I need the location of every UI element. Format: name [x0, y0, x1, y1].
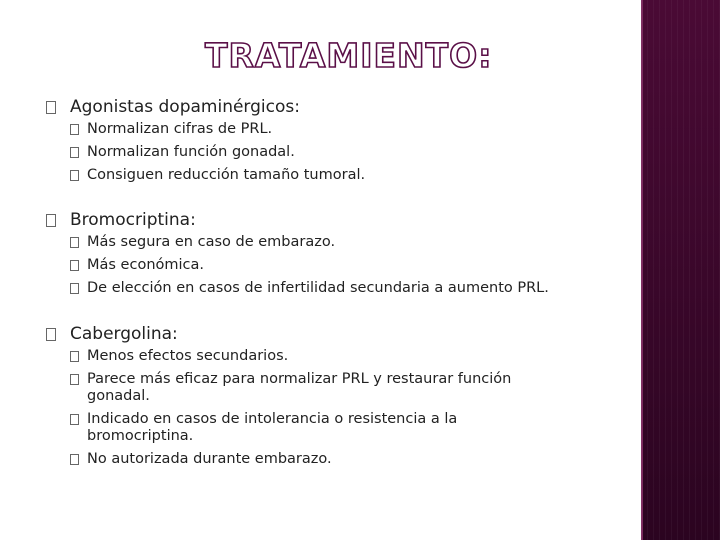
list-item — [70, 167, 616, 184]
sub-list — [70, 348, 566, 468]
square-bullet-icon — [46, 214, 56, 227]
sub-list — [70, 234, 616, 297]
list-item — [70, 144, 616, 161]
bullet-heading — [46, 322, 566, 346]
list-item-text: Menos efectos secundarios. — [87, 348, 289, 364]
section-agonistas — [46, 95, 616, 190]
list-item-text: Consiguen reducción tamaño tumoral. — [87, 167, 366, 183]
section-cabergolina — [46, 322, 566, 474]
square-bullet-icon — [70, 283, 79, 294]
square-bullet-icon — [70, 351, 79, 362]
square-bullet-icon — [70, 260, 79, 271]
list-item-text: Normalizan cifras de PRL. — [87, 121, 273, 137]
heading-text: Bromocriptina: — [70, 210, 196, 230]
list-item-text: Más económica. — [87, 257, 205, 273]
side-panel-texture — [641, 0, 720, 540]
bullet-heading — [46, 95, 616, 119]
heading-text: Agonistas dopaminérgicos: — [70, 97, 300, 117]
list-item-text: Indicado en casos de intolerancia o resistencia a la bromocriptina. — [87, 411, 458, 444]
list-item — [70, 257, 616, 274]
list-item-text: Parece más eficaz para normalizar PRL y restaurar función gonadal. — [87, 371, 512, 404]
decorative-side-panel — [641, 0, 720, 540]
list-item — [70, 234, 616, 251]
square-bullet-icon — [70, 147, 79, 158]
square-bullet-icon — [70, 124, 79, 135]
slide-title: TRATAMIENTO: — [205, 36, 493, 75]
list-item — [70, 451, 566, 468]
square-bullet-icon — [70, 237, 79, 248]
list-item — [70, 280, 616, 297]
section-bromocriptina — [46, 208, 616, 303]
square-bullet-icon — [70, 414, 79, 425]
square-bullet-icon — [70, 374, 79, 385]
square-bullet-icon — [46, 328, 56, 341]
list-item-text: Más segura en caso de embarazo. — [87, 234, 336, 250]
list-item-text: No autorizada durante embarazo. — [87, 451, 332, 467]
list-item — [70, 371, 566, 405]
list-item — [70, 348, 566, 365]
sub-list — [70, 121, 616, 184]
list-item-text: Normalizan función gonadal. — [87, 144, 295, 160]
heading-text: Cabergolina: — [70, 324, 178, 344]
square-bullet-icon — [70, 454, 79, 465]
list-item — [70, 121, 616, 138]
square-bullet-icon — [70, 170, 79, 181]
square-bullet-icon — [46, 101, 56, 114]
list-item — [70, 411, 566, 445]
bullet-heading — [46, 208, 616, 232]
list-item-text: De elección en casos de infertilidad secundaria a aumento PRL. — [87, 280, 549, 296]
